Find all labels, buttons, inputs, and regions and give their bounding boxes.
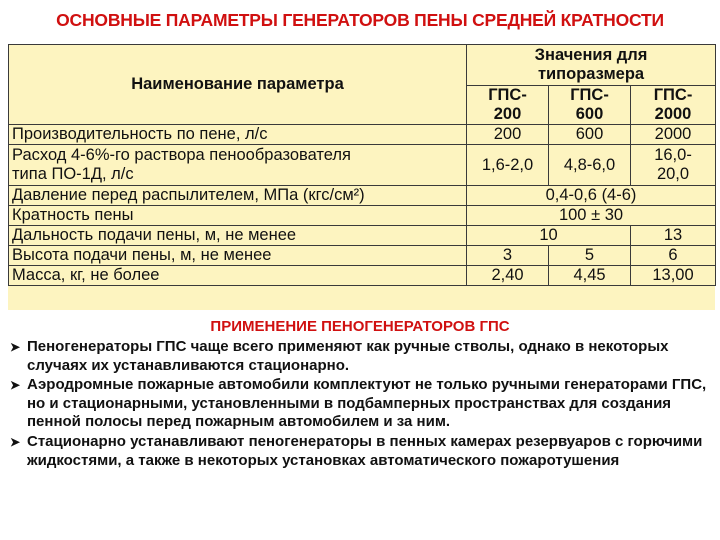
values-header-line-1: Значения для <box>534 46 648 64</box>
arrowhead-bullet-icon: ➤ <box>10 340 21 354</box>
table-row-consumption <box>9 145 716 186</box>
param-name: Дальность подачи пены, м, не менее <box>9 226 467 246</box>
value-gps600: 4,45 <box>549 266 631 286</box>
list-item <box>10 433 710 470</box>
bullet-text: Стационарно устанавливают пеногенераторы в пенных камерах резервуаров с горючими жидкостями, а также в некоторых установках автоматического пожаротушения <box>27 432 703 469</box>
arrowhead-bullet-icon: ➤ <box>10 378 21 393</box>
value-gps2000: 13,00 <box>631 266 716 286</box>
page-title: ОСНОВНЫЕ ПАРАМЕТРЫ ГЕНЕРАТОРОВ ПЕНЫ СРЕДНЕЙ КРАТНОСТИ <box>56 10 664 30</box>
value-gps2000 <box>631 145 716 186</box>
model-size: 2000 <box>654 105 692 123</box>
list-item <box>10 376 710 432</box>
value-line-1: 16,0- <box>654 146 692 164</box>
value-gps200: 2,40 <box>467 266 549 286</box>
value-line-2: 20,0 <box>656 165 690 183</box>
value-gps200-gps600: 10 <box>467 226 631 246</box>
table-row-mass <box>9 266 716 286</box>
arrowhead-bullet-icon: ➤ <box>10 434 21 449</box>
value-gps200: 3 <box>467 246 549 266</box>
header-row-1 <box>9 45 716 86</box>
model-header-gps600 <box>549 86 631 125</box>
parameters-table-container <box>8 44 715 310</box>
values-header-line-2: типоразмера <box>537 65 645 83</box>
param-name: Производительность по пене, л/с <box>9 125 467 145</box>
bullet-text: Пеногенераторы ГПС чаще всего применяют как ручные стволы, однако в некоторых случаях их устанавливаются стационарно. <box>27 338 669 374</box>
value-gps600: 600 <box>549 125 631 145</box>
parameters-table <box>8 44 716 286</box>
application-bullets <box>10 338 710 471</box>
value-gps600: 5 <box>549 246 631 266</box>
value-all-models: 0,4-0,6 (4-6) <box>467 186 716 206</box>
table-row-pressure <box>9 186 716 206</box>
param-name: Давление перед распылителем, МПа (кгс/см²) <box>9 186 467 206</box>
table-row-productivity <box>9 125 716 145</box>
value-gps600: 4,8-6,0 <box>549 145 631 186</box>
model-size: 200 <box>493 105 522 123</box>
value-gps200: 1,6-2,0 <box>467 145 549 186</box>
param-name: Кратность пены <box>9 206 467 226</box>
param-name: Высота подачи пены, м, не менее <box>9 246 467 266</box>
param-name: Масса, кг, не более <box>9 266 467 286</box>
model-size: 600 <box>575 105 604 123</box>
param-name <box>9 145 467 186</box>
table-row-range <box>9 226 716 246</box>
value-gps2000: 13 <box>631 226 716 246</box>
value-all-models: 100 ± 30 <box>467 206 716 226</box>
value-gps2000: 6 <box>631 246 716 266</box>
value-gps2000: 2000 <box>631 125 716 145</box>
value-gps200: 200 <box>467 125 549 145</box>
bullet-text: Аэродромные пожарные автомобили комплектуют не только ручными генераторами ГПС, но и стационарными, установленными в подбамперных пространствах для создания пенной полосы перед пожарным автомобилем и за ним. <box>27 376 707 431</box>
table-row-multiplicity <box>9 206 716 226</box>
param-name-line-2: типа ПО-1Д, л/с <box>12 165 134 183</box>
values-header <box>467 45 716 86</box>
model-prefix: ГПС- <box>653 86 693 104</box>
model-prefix: ГПС- <box>570 86 609 104</box>
application-title: ПРИМЕНЕНИЕ ПЕНОГЕНЕРАТОРОВ ГПС <box>210 318 510 335</box>
param-name-line-1: Расход 4-6%-го раствора пенообразователя <box>12 146 351 164</box>
param-name-header: Наименование параметра <box>9 45 467 125</box>
list-item <box>10 338 710 375</box>
table-row-height <box>9 246 716 266</box>
model-header-gps200 <box>467 86 549 125</box>
model-prefix: ГПС- <box>488 86 527 104</box>
model-header-gps2000 <box>631 86 716 125</box>
